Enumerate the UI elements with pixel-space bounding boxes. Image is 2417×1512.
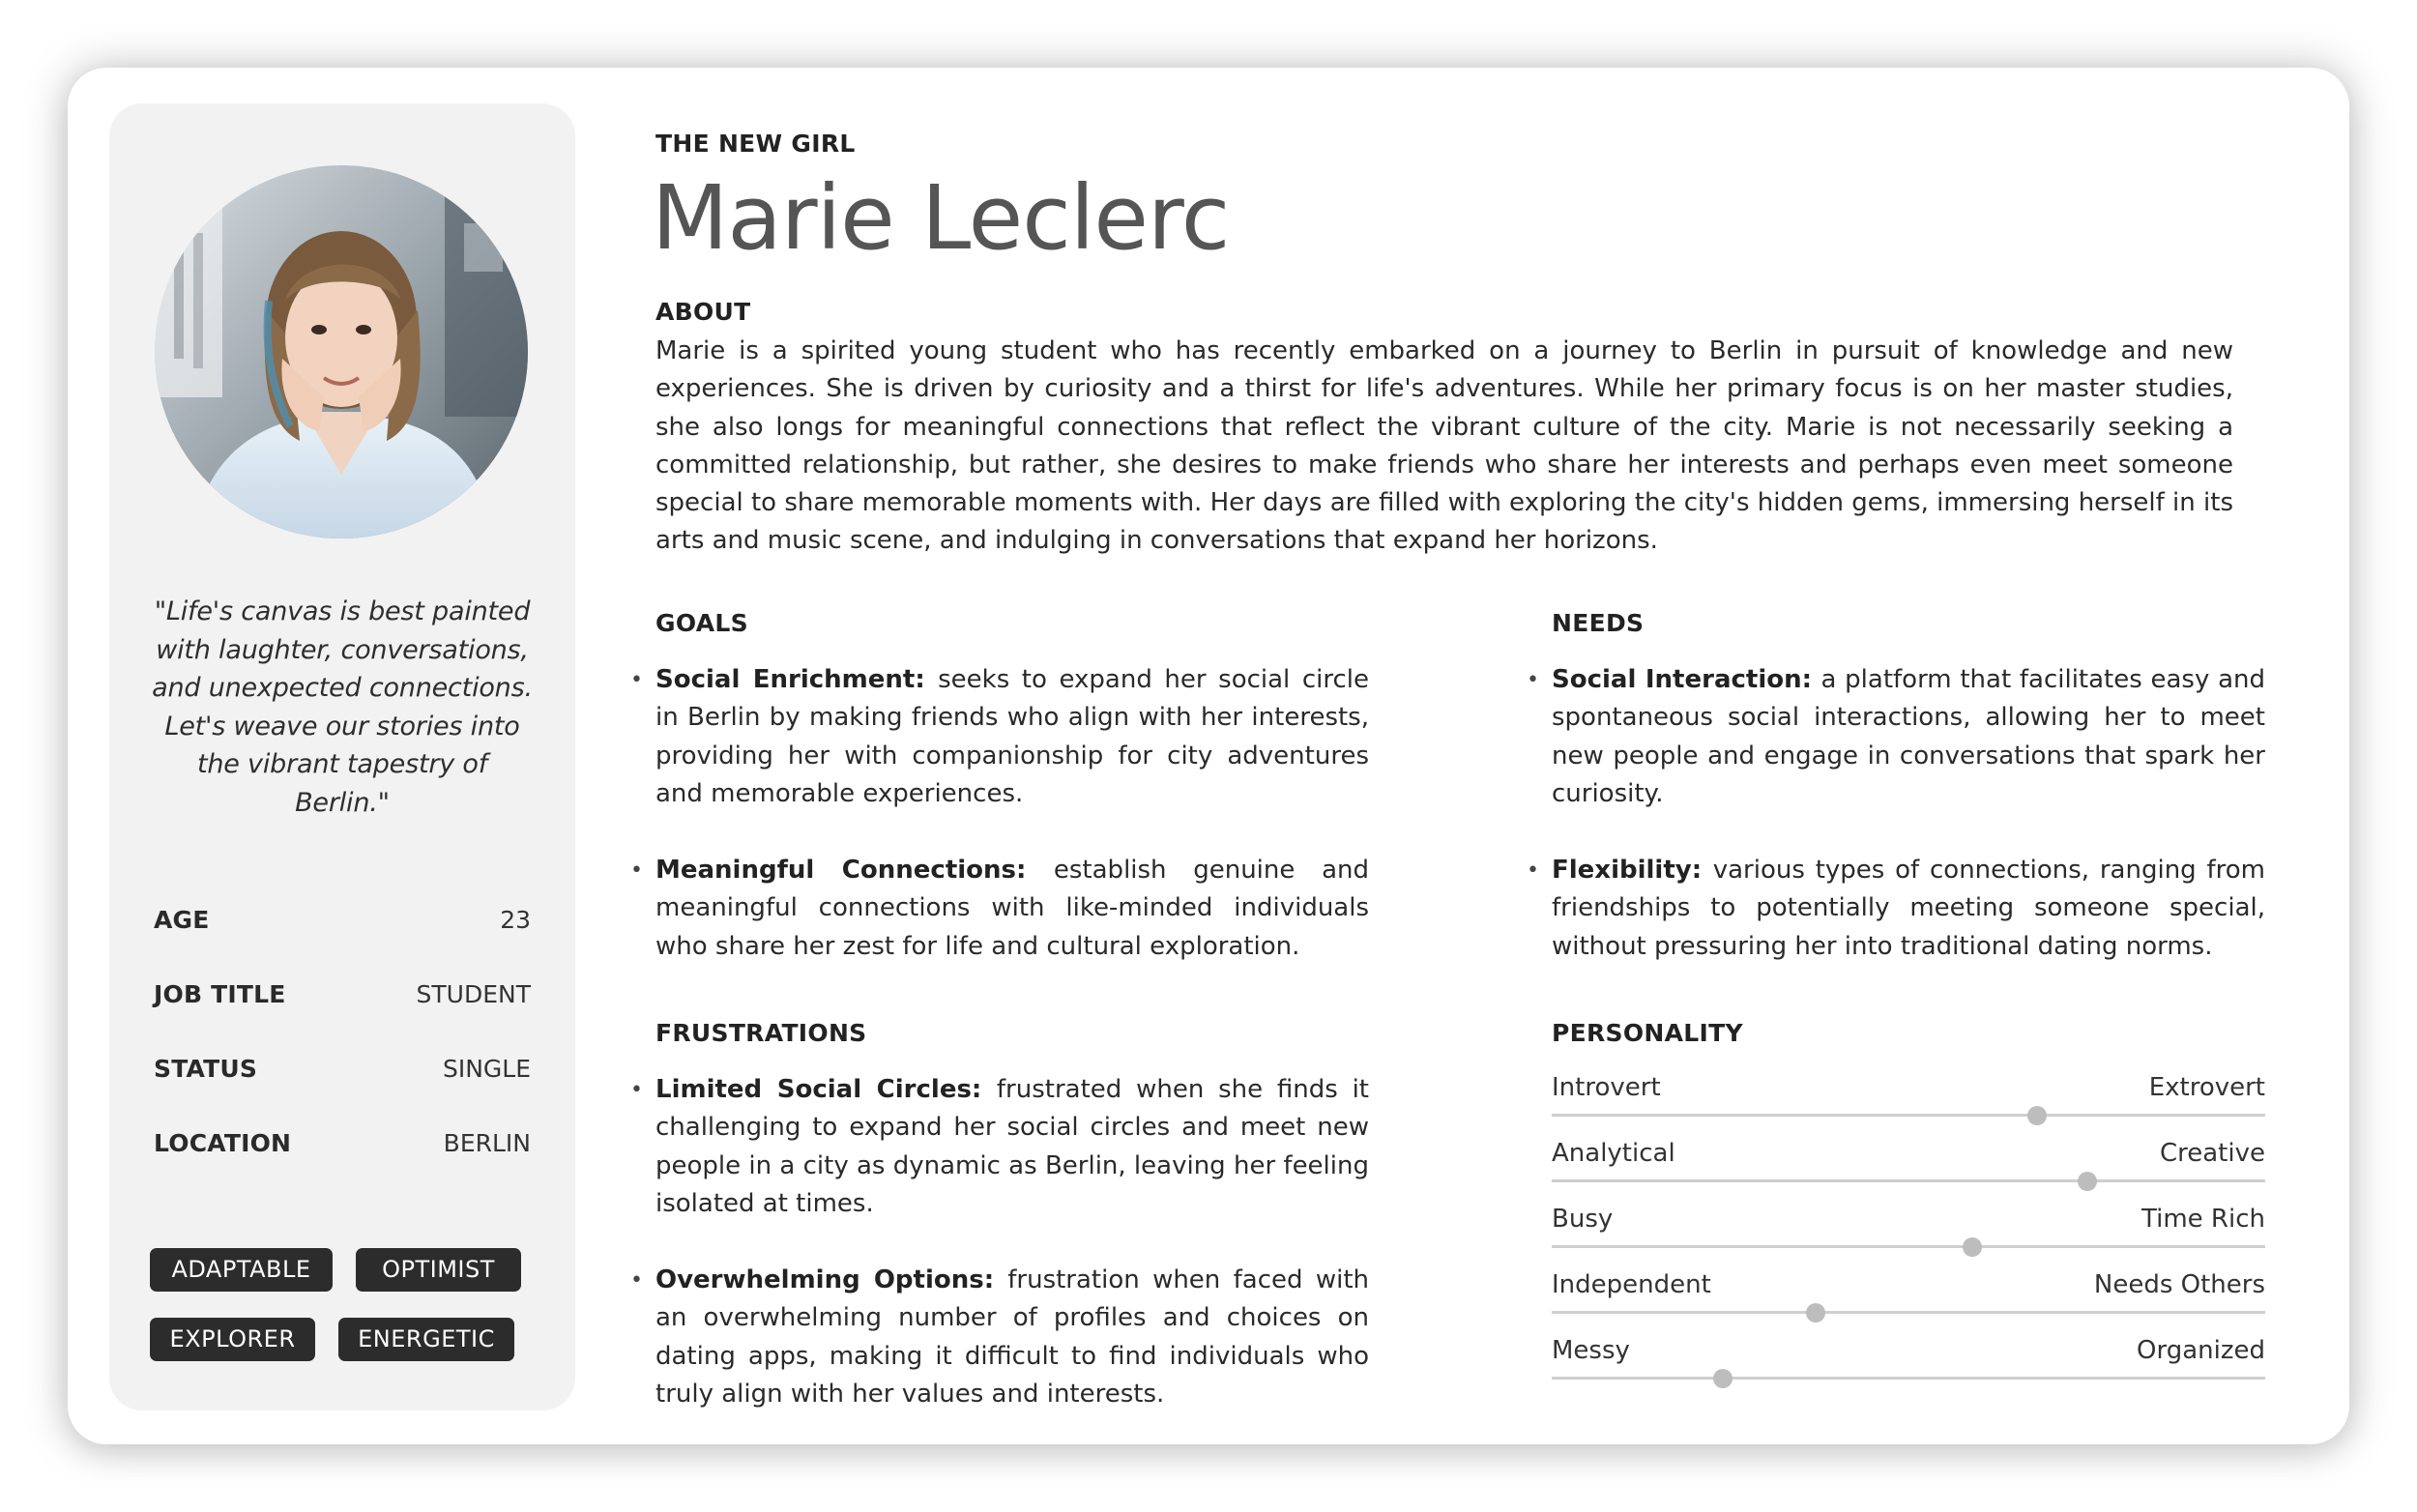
need-title: Social Interaction: bbox=[1552, 665, 1821, 694]
slider-left-label: Independent bbox=[1552, 1270, 1711, 1299]
personality-slider bbox=[1552, 1073, 2265, 1139]
personality-slider bbox=[1552, 1270, 2265, 1336]
slider-right-label: Time Rich bbox=[2141, 1205, 2265, 1234]
need-text: various types of connections, ranging from friendships to potentially meeting someone special, without pressuring her into traditional dating norms. bbox=[1552, 856, 2265, 961]
personality-sliders bbox=[1552, 1073, 2265, 1402]
goals-list bbox=[655, 661, 1369, 1004]
slider-right-label: Creative bbox=[2159, 1139, 2265, 1168]
slider-knob bbox=[2078, 1172, 2097, 1191]
personality-slider bbox=[1552, 1336, 2265, 1402]
goal-item bbox=[655, 661, 1369, 813]
fact-value: BERLIN bbox=[443, 1129, 531, 1157]
needs-heading: NEEDS bbox=[1552, 609, 1645, 637]
frustration-text: frustrated when she finds it challenging to expand her social circles and meet new people in a city as dynamic as Berlin, leaving her feeling isolated at times. bbox=[655, 1075, 1370, 1218]
need-item bbox=[1552, 661, 2265, 813]
needs-list bbox=[1552, 661, 2265, 1004]
frustration-item bbox=[655, 1262, 1369, 1413]
slider-right-label: Extrovert bbox=[2148, 1073, 2265, 1102]
frustration-item bbox=[655, 1071, 1369, 1223]
need-text: a platform that facilitates easy and spontaneous social interactions, allowing her to meet new people and engage in conversations that spark her curiosity. bbox=[1552, 665, 2265, 808]
slider-track bbox=[1552, 1245, 2265, 1248]
about-text: Marie is a spirited young student who has recently embarked on a journey to Berlin in pursuit of knowledge and new experiences. She is driven by curiosity and a thirst for life's adventures. While her primary focus is on her master studies, she also longs for meaningful connections that reflect the vibrant culture of the city. Marie is not necessarily seeking a committed relationship, but rather, she desires to make friends who share her interests and perhaps even meet someone special to share memorable moments with. Her days are filled with exploring the city's hidden gems, immersing herself in its arts and music scene, and indulging in conversations that expand her horizons. bbox=[655, 336, 2233, 556]
personality-slider bbox=[1552, 1205, 2265, 1270]
slider-knob bbox=[1806, 1303, 1825, 1323]
fact-age bbox=[154, 906, 531, 980]
goal-text: seeks to expand her social circle in Berlin by making friends who align with her interests, providing her with companionship for city adventures and memorable experiences. bbox=[655, 665, 1369, 808]
persona-name: Marie Leclerc bbox=[652, 166, 1230, 270]
trait-tags bbox=[150, 1248, 537, 1361]
slider-right-label: Needs Others bbox=[2093, 1270, 2265, 1299]
fact-value: SINGLE bbox=[442, 1055, 531, 1083]
fact-status bbox=[154, 1055, 531, 1129]
need-title: Flexibility: bbox=[1552, 856, 1713, 886]
frustration-text: frustration when faced with an overwhelming number of profiles and choices on dating apps, making it difficult to find individuals who truly align with her values and interests. bbox=[655, 1265, 1369, 1410]
frustration-title: Limited Social Circles: bbox=[655, 1075, 997, 1104]
facts-list bbox=[154, 906, 531, 1204]
fact-key: LOCATION bbox=[154, 1129, 292, 1157]
fact-key: STATUS bbox=[154, 1055, 258, 1083]
fact-job-title bbox=[154, 980, 531, 1055]
profile-sidebar bbox=[109, 103, 575, 1410]
personality-heading: PERSONALITY bbox=[1552, 1019, 1743, 1047]
goal-item bbox=[655, 852, 1369, 966]
goal-text: establish genuine and meaningful connections with like-minded individuals who share her zest for life and cultural exploration. bbox=[655, 856, 1369, 961]
fact-key: AGE bbox=[154, 906, 210, 934]
tag-energetic: ENERGETIC bbox=[338, 1318, 514, 1361]
fact-key: JOB TITLE bbox=[154, 980, 286, 1008]
goal-title: Meaningful Connections: bbox=[655, 856, 1054, 886]
fact-value: STUDENT bbox=[416, 980, 531, 1008]
tag-optimist: OPTIMIST bbox=[356, 1248, 521, 1292]
fact-value: 23 bbox=[500, 906, 531, 934]
slider-knob bbox=[1713, 1369, 1733, 1388]
slider-left-label: Introvert bbox=[1552, 1073, 1661, 1102]
tag-explorer: EXPLORER bbox=[150, 1318, 315, 1361]
slider-left-label: Messy bbox=[1552, 1336, 1630, 1365]
goal-title: Social Enrichment: bbox=[655, 665, 939, 694]
goals-heading: GOALS bbox=[655, 609, 748, 637]
slider-track bbox=[1552, 1377, 2265, 1380]
frustrations-heading: FRUSTRATIONS bbox=[655, 1019, 867, 1047]
persona-quote: "Life's canvas is best painted with laughter, conversations, and unexpected connections. Let's weave our stories into the vibrant tapestry of Berlin." bbox=[152, 596, 533, 818]
slider-knob bbox=[1963, 1237, 1982, 1257]
slider-knob bbox=[2027, 1106, 2047, 1125]
persona-card bbox=[68, 68, 2349, 1444]
tag-adaptable: ADAPTABLE bbox=[150, 1248, 333, 1292]
need-item bbox=[1552, 852, 2265, 966]
frustrations-list bbox=[655, 1071, 1369, 1452]
frustration-title: Overwhelming Options: bbox=[655, 1265, 1008, 1295]
slider-track bbox=[1552, 1179, 2265, 1182]
avatar-photo bbox=[155, 165, 528, 538]
about-heading: ABOUT bbox=[655, 298, 751, 326]
fact-location bbox=[154, 1129, 531, 1204]
slider-track bbox=[1552, 1311, 2265, 1314]
slider-track bbox=[1552, 1114, 2265, 1117]
slider-left-label: Busy bbox=[1552, 1205, 1614, 1234]
slider-right-label: Organized bbox=[2137, 1336, 2265, 1365]
personality-slider bbox=[1552, 1139, 2265, 1205]
persona-subtitle: THE NEW GIRL bbox=[655, 130, 856, 158]
slider-left-label: Analytical bbox=[1552, 1139, 1675, 1168]
avatar bbox=[155, 165, 528, 538]
